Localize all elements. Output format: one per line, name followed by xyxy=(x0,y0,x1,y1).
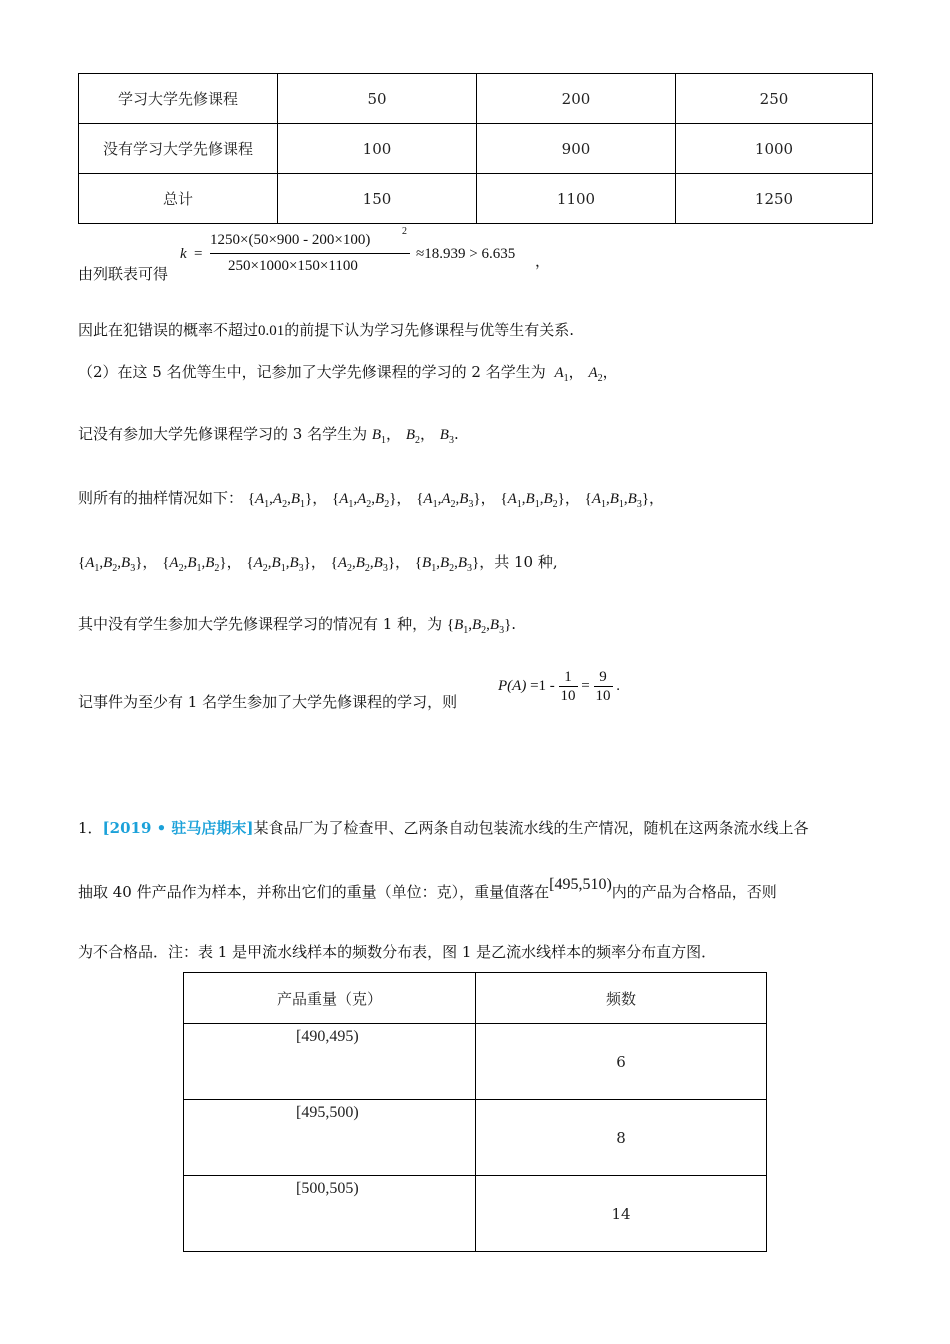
k-denominator: 250×1000×150×1100 xyxy=(228,258,358,274)
text: 的前提下认为学习先修课程与优等生有关系. xyxy=(284,321,575,339)
text: 因此在犯错误的概率不超过 xyxy=(78,321,259,339)
set-item: $\{A_1,B_2,B_3\}$ xyxy=(78,555,143,574)
source-tag[interactable]: [2019 • 驻马店期末] xyxy=(102,819,254,837)
symbol-A1: $A_1$ xyxy=(554,365,569,384)
table-cell: 250 xyxy=(676,74,873,124)
table-cell: 14 xyxy=(476,1176,767,1252)
symbol-A2: $A_2$ xyxy=(588,365,603,384)
fraction-bar xyxy=(210,253,410,254)
prob-eq: =1 - xyxy=(530,678,555,694)
table-cell: 8 xyxy=(476,1100,767,1176)
text: 内的产品为合格品，否则 xyxy=(611,883,777,901)
table-cell: 总计 xyxy=(79,174,278,224)
table-cell: 100 xyxy=(278,124,477,174)
table-cell xyxy=(184,1176,476,1252)
contingency-table xyxy=(78,73,873,224)
table-cell xyxy=(184,1024,476,1100)
table-row xyxy=(79,174,873,224)
k-formula-prefix: 由列联表可得 xyxy=(78,265,169,283)
set-item: $\{A_2,B_1,B_3\}$ xyxy=(246,555,311,574)
prob-lhs: P(A) xyxy=(498,678,527,694)
text: （2）在这 5 名优等生中，记参加了大学先修课程的学习的 2 名学生为 xyxy=(78,363,546,381)
table-cell: 1100 xyxy=(477,174,676,224)
k-numerator: 1250×(50×900 - 200×100) xyxy=(210,232,371,248)
symbol-B3: $B_3$ xyxy=(439,427,454,446)
problem-1-line-3: 为不合格品．注：表 1 是甲流水线样本的频数分布表，图 1 是乙流水线样本的频率分布直方图． xyxy=(78,943,717,961)
k-var: k xyxy=(180,246,187,262)
table-cell: 200 xyxy=(477,74,676,124)
part2-B-paragraph: 记没有参加大学先修课程学习的 3 名学生为 $B_1$， $B_2$， $B_3$. xyxy=(78,425,459,446)
table-cell: 150 xyxy=(278,174,477,224)
table-cell xyxy=(184,1100,476,1176)
k-tail: ， xyxy=(535,254,551,270)
prob-eq2: = xyxy=(581,678,590,694)
equals-sign: = xyxy=(194,246,203,262)
alpha-value: 0.01 xyxy=(258,323,285,339)
interval: [495,510) xyxy=(549,876,612,893)
problem-number: 1． xyxy=(78,819,103,837)
table-cell: 6 xyxy=(476,1024,767,1100)
table-cell: 50 xyxy=(278,74,477,124)
table-row xyxy=(79,74,873,124)
set-item: $\{A_1,B_1,B_3\}$ xyxy=(584,491,650,510)
table-cell: 没有学习大学先修课程 xyxy=(79,124,278,174)
interval: [495,500) xyxy=(296,1104,359,1121)
table-cell: 1250 xyxy=(676,174,873,224)
text: 抽取 40 件产品作为样本，并称出它们的重量（单位：克），重量值落在 xyxy=(78,883,550,901)
table-row xyxy=(184,1100,767,1176)
event-paragraph: 记事件为至少有 1 名学生参加了大学先修课程的学习，则 xyxy=(78,693,458,711)
table-cell: 900 xyxy=(477,124,676,174)
set-item: $\{A_1,A_2,B_2\}$ xyxy=(332,491,397,510)
table-row xyxy=(79,124,873,174)
sampling-paragraph-2: $\{A_1,B_2,B_3\}$， $\{A_2,B_1,B_2\}$， $\{A_2,B_1,B_3\}$， $\{A_2,B_2,B_3\}$， $\{B_1,B_2,B_3\}$，共 10 种, xyxy=(78,553,558,574)
set-item: $\{A_1,A_2,B_1\}$ xyxy=(247,491,313,510)
set-item: $\{A_1,A_2,B_3\}$ xyxy=(416,491,481,510)
table-row xyxy=(184,1024,767,1100)
interval: [500,505) xyxy=(296,1180,359,1197)
text: 则所有的抽样情况如下： xyxy=(78,489,244,507)
column-header: 产品重量（克） xyxy=(184,973,476,1024)
sampling-paragraph: 则所有的抽样情况如下： $\{A_1,A_2,B_1\}$， $\{A_1,A_2,B_2\}$， $\{A_1,A_2,B_3\}$， $\{A_1,B_1,B_2\}$， $\{A_1,B_1,B_3\}$， xyxy=(78,489,665,510)
k-result: ≈18.939 > 6.635 xyxy=(416,246,516,262)
table-header-row xyxy=(184,973,767,1024)
set-item: $\{A_1,B_1,B_2\}$ xyxy=(500,491,565,510)
conclusion-paragraph xyxy=(78,320,574,341)
none-paragraph: 其中没有学生参加大学先修课程学习的情况有 1 种，为 $\{B_1,B_2,B_3\}$. xyxy=(78,615,517,636)
set-item: $\{A_2,B_1,B_2\}$ xyxy=(162,555,227,574)
table-cell: 学习大学先修课程 xyxy=(79,74,278,124)
part2-paragraph: （2）在这 5 名优等生中，记参加了大学先修课程的学习的 2 名学生为 $A_1$， $A_2$， xyxy=(78,363,618,384)
problem-1-line-2 xyxy=(78,876,777,903)
table-row xyxy=(184,1176,767,1252)
text: 记没有参加大学先修课程学习的 3 名学生为 xyxy=(78,425,368,443)
frequency-table xyxy=(183,972,767,1252)
text: 其中没有学生参加大学先修课程学习的情况有 1 种，为 xyxy=(78,615,443,633)
problem-1-line-1 xyxy=(78,818,809,838)
symbol-B1: $B_1$ xyxy=(371,427,387,446)
set-item: $\{A_2,B_2,B_3\}$ xyxy=(330,555,396,574)
symbol-B2: $B_2$ xyxy=(405,427,420,446)
text: ，共 10 种, xyxy=(479,553,558,571)
column-header: 频数 xyxy=(476,973,767,1024)
set-item: $\{B_1,B_2,B_3\}$ xyxy=(414,555,480,574)
k-exponent: 2 xyxy=(402,226,407,237)
fraction: $\frac{1}{10}$ xyxy=(560,669,576,704)
set-item: $\{B_1,B_2,B_3\}$ xyxy=(446,617,512,636)
interval: [490,495) xyxy=(296,1028,359,1045)
text: 某食品厂为了检查甲、乙两条自动包装流水线的生产情况，随机在这两条流水线上各 xyxy=(253,819,809,837)
table-cell: 1000 xyxy=(676,124,873,174)
fraction: $\frac{9}{10}$ xyxy=(595,669,611,704)
probability-formula: P(A) =1 - $\frac{1}{10}$ = $\frac{9}{10}$ . xyxy=(498,669,621,704)
